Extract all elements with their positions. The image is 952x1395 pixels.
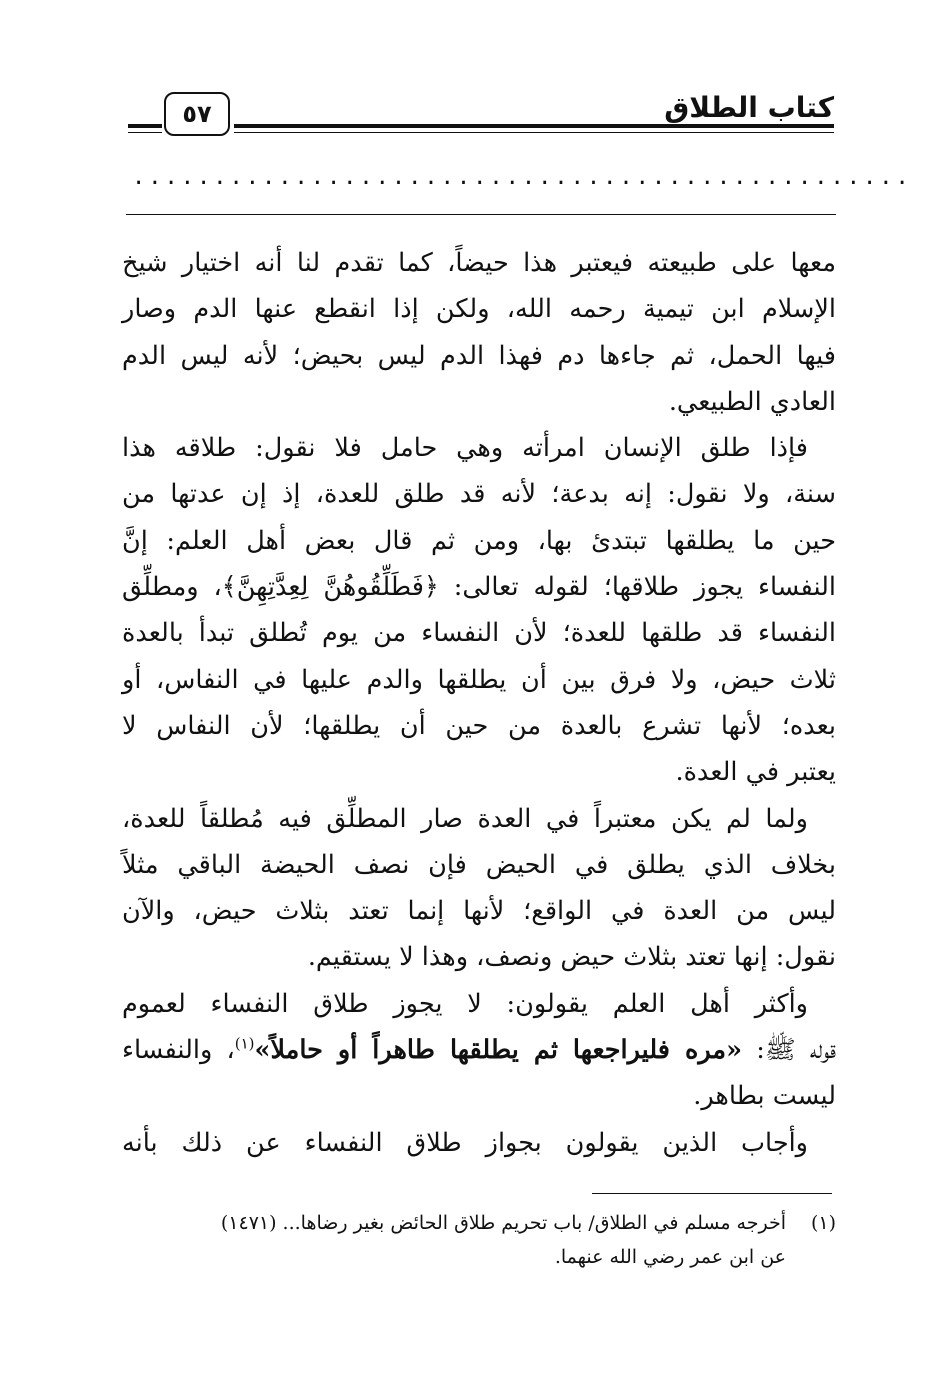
paragraph-3	[122, 796, 836, 981]
book-title: كتاب الطلاق	[664, 91, 834, 124]
quran-verse-line: النفساء يجوز طلاقها؛ لقوله تعالى: ﴿فَطَلِّقُوهُنَّ لِعِدَّتِهِنَّ﴾، ومطلِّق	[122, 572, 836, 603]
text-line: حين ما يطلقها تبتدئ بها، ومن ثم قال بعض أهل العلم: إنَّ	[122, 525, 836, 556]
paragraph-5	[122, 1120, 836, 1166]
page-header	[122, 88, 838, 148]
text-line: سنة، ولا نقول: إنه بدعة؛ لأنه قد طلق للعدة، إذ إن عدتها من	[122, 479, 836, 510]
hadith-intro: قوله ﷺ:	[742, 1035, 836, 1066]
separator-rule	[126, 214, 836, 215]
paragraph-1	[122, 240, 836, 425]
header-rule-left-thick	[128, 124, 162, 128]
text-line: يعتبر في العدة.	[675, 757, 836, 788]
text-line: فيها الحمل، ثم جاءها دم فهذا الدم ليس بحيض؛ لأنه ليس الدم	[122, 340, 836, 371]
main-text	[122, 240, 836, 1166]
footnote	[122, 1206, 836, 1274]
footnote-line	[122, 1206, 836, 1240]
text-line: ولما لم يكن معتبراً في العدة صار المطلِّق فيه مُطلقاً للعدة،	[122, 803, 808, 834]
header-rule-left-thin	[128, 132, 162, 133]
text-line: نقول: إنها تعتد بثلاث حيض ونصف، وهذا لا يستقيم.	[307, 942, 836, 973]
page-number: ٥٧	[164, 92, 230, 136]
text-line: النفساء قد طلقها للعدة؛ لأن النفساء من يوم تُطلق تبدأ بالعدة	[122, 618, 836, 649]
text-line: ثلاث حيض، ولا فرق بين أن يطلقها والدم عليها في النفاس، أو	[122, 664, 836, 695]
footnote-text: أخرجه مسلم في الطلاق/ باب تحريم طلاق الحائض بغير رضاها... (١٤٧١)	[220, 1212, 786, 1234]
text-line: العادي الطبيعي.	[668, 386, 836, 417]
text-line: بخلاف الذي يطلق في الحيض فإن نصف الحيضة الباقي مثلاً	[122, 849, 836, 880]
hadith-line	[122, 1027, 836, 1073]
text-line: ليس من العدة في الواقع؛ لأنها إنما تعتد بثلاث حيض، والآن	[122, 896, 836, 927]
footnote-line: عن ابن عمر رضي الله عنهما.	[554, 1246, 786, 1268]
footnote-reference[interactable]: (١)	[234, 1034, 255, 1053]
paragraph-2	[122, 425, 836, 795]
footnote-marker: (١)	[810, 1212, 836, 1234]
paragraph-4	[122, 981, 836, 1120]
dotted-divider: ................................................	[132, 165, 912, 190]
header-rule-thick	[234, 124, 834, 128]
text-line: بعده؛ لأنها تشرع بالعدة من حين أن يطلقها؛ لأن النفاس لا	[122, 710, 836, 741]
text-line: ليست بطاهر.	[693, 1081, 836, 1112]
text-line: معها على طبيعته فيعتبر هذا حيضاً، كما تقدم لنا أنه اختيار شيخ	[122, 248, 836, 278]
footnote-rule	[592, 1193, 832, 1194]
text-line: وأجاب الذين يقولون بجواز طلاق النفساء عن ذلك بأنه	[122, 1127, 808, 1158]
header-rule-thin	[234, 132, 834, 133]
text-line: فإذا طلق الإنسان امرأته وهي حامل فلا نقول: طلاقه هذا	[122, 433, 808, 464]
text-line: الإسلام ابن تيمية رحمه الله، ولكن إذا انقطع عنها الدم وصار	[122, 294, 836, 325]
hadith-continuation: ، والنفساء	[122, 1035, 235, 1066]
hadith-quote: «مره فليراجعها ثم يطلقها طاهراً أو حاملاً»	[254, 1035, 743, 1066]
text-line: وأكثر أهل العلم يقولون: لا يجوز طلاق النفساء لعموم	[122, 988, 808, 1019]
